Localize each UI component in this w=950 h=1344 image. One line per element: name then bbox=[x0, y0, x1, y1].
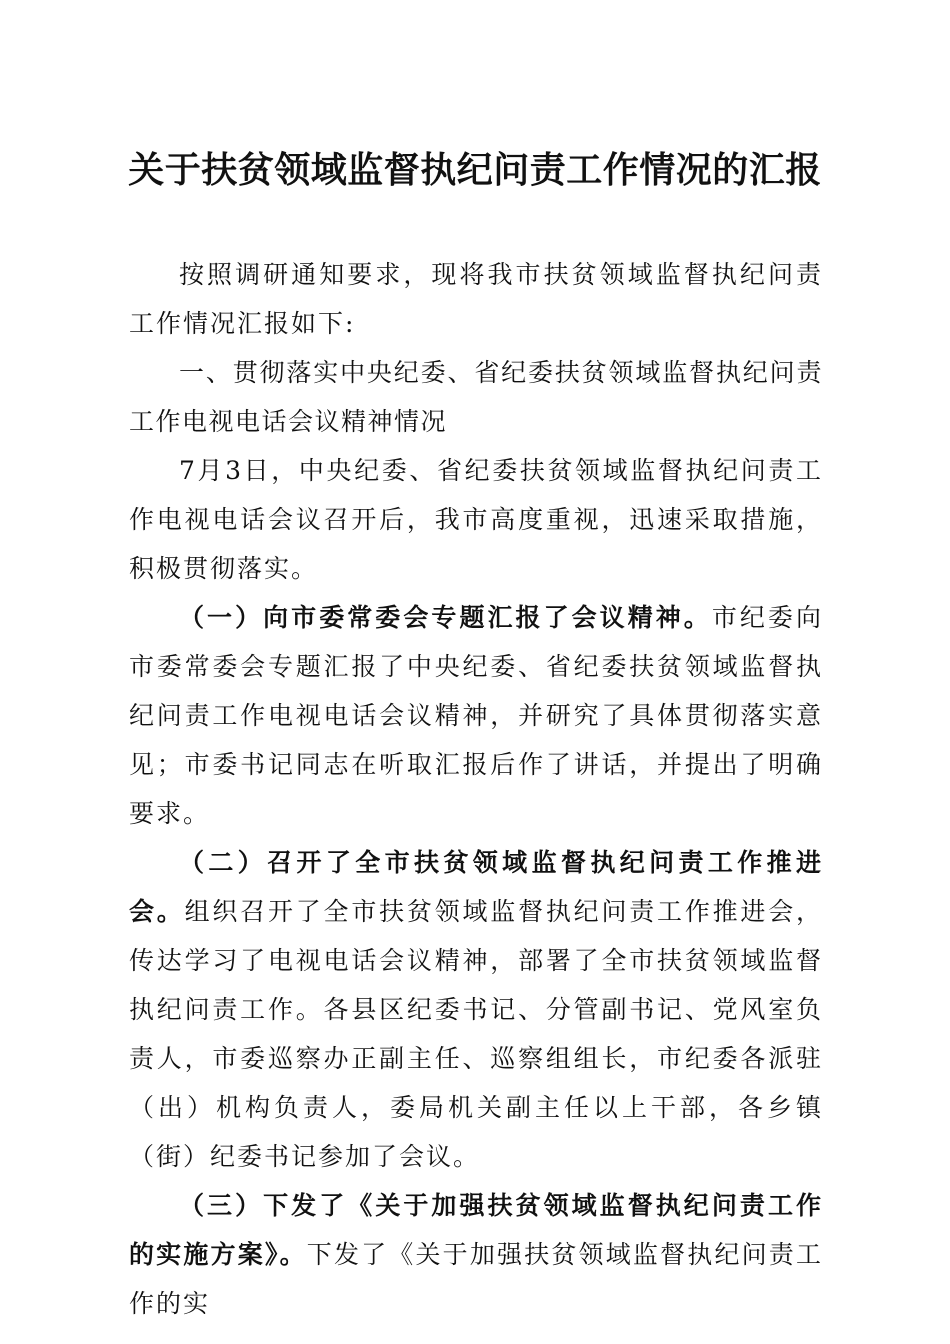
item-lead: （一）向市委常委会专题汇报了会议精神。 bbox=[179, 603, 712, 632]
intro-paragraph: 按照调研通知要求，现将我市扶贫领域监督执纪问责工作情况汇报如下: bbox=[129, 260, 823, 338]
document-title: 关于扶贫领域监督执纪问责工作情况的汇报 bbox=[128, 149, 822, 191]
section-heading: 一、贯彻落实中央纪委、省纪委扶贫领域监督执纪问责工作电视电话会议精神情况 bbox=[129, 358, 823, 436]
document-body bbox=[129, 250, 823, 1328]
item-paragraph-1 bbox=[129, 593, 823, 838]
section-paragraph: 7月3日，中央纪委、省纪委扶贫领域监督执纪问责工作电视电话会议召开后，我市高度重视，迅速采取措施，积极贯彻落实。 bbox=[129, 456, 823, 583]
item-text: 组织召开了全市扶贫领域监督执纪问责工作推进会，传达学习了电视电话会议精神，部署了全市扶贫领域监督执纪问责工作。各县区纪委书记、分管副书记、党风室负责人，市委巡察办正副主任、巡察组组长，市纪委各派驻（出）机构负责人，委局机关副主任以上干部，各乡镇（街）纪委书记参加了会议。 bbox=[129, 897, 823, 1171]
item-text: 市纪委向市委常委会专题汇报了中央纪委、省纪委扶贫领域监督执纪问责工作电视电话会议精神，并研究了具体贯彻落实意见；市委书记同志在听取汇报后作了讲话，并提出了明确要求。 bbox=[129, 603, 823, 828]
item-paragraph-2 bbox=[129, 838, 823, 1181]
item-text: 下发了《关于加强扶贫领域监督执纪问责工作的实 bbox=[129, 1240, 823, 1318]
item-lead: （二）召开了全市扶贫领域监督执纪问责工作推进会。 bbox=[129, 848, 823, 926]
item-paragraph-3 bbox=[129, 1181, 823, 1328]
item-lead: （三）下发了《关于加强扶贫领域监督执纪问责工作的实施方案》。 bbox=[129, 1191, 823, 1269]
